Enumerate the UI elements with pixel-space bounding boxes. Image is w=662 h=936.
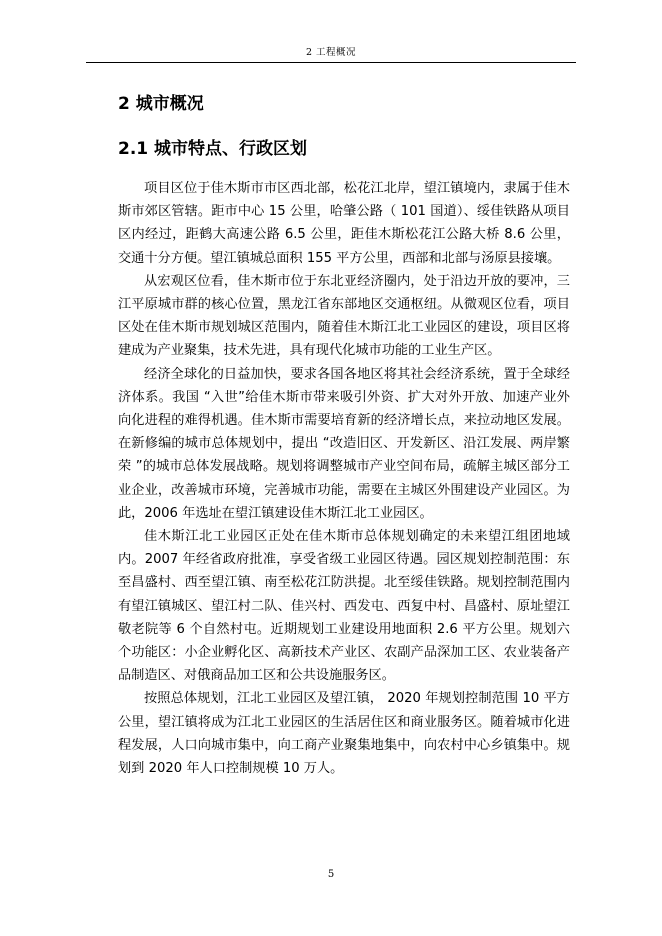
- paragraph-regional-position: 从宏观区位看，佳木斯市位于东北亚经济圈内，处于沿边开放的要冲，三江平原城市群的核心位置，黑龙江省东部地区交通枢纽。从微观区位看，项目区处在佳木斯市规划城区范围内，随着佳木斯江北工业园区的建设，项目区将建成为产业聚集，技术先进，具有现代化城市功能的工业生产区。: [118, 273, 570, 359]
- running-header: 2 工程概况: [305, 47, 357, 58]
- paragraph-economic-globalization: 经济全球化的日益加快，要求各国各地区将其社会经济系统，置于全球经济体系。我国 “入世”给佳木斯市带来吸引外资、扩大对外开放、加速产业外向化进程的难得机遇。佳木斯市需要培育新的经济增长点，来拉动地区发展。在新修编的城市总体规划中，提出 “改造旧区、开发新区、沿江发展、两岸繁荣 ”的城市总体发展战略。规划将调整城市产业空间布局，疏解主城区部分工业企业，改善城市环境，完善城市功能，需要在主城区外围建设产业园区。为此，2006 年选址在望江镇建设佳木斯江北工业园区。: [118, 366, 570, 521]
- header-divider: [86, 62, 576, 63]
- paragraph-industrial-park: 佳木斯江北工业园区正处在佳木斯市总体规划确定的未来望江组团地域内。2007 年经省政府批准，享受省级工业园区待遇。园区规划控制范围：东至昌盛村、西至望江镇、南至松花江防洪提。北至绥佳铁路。规划控制范围内有望江镇城区、望江村二队、佳兴村、西发屯、西复中村、昌盛村、原址望江敬老院等 6 个自然村屯。近期规划工业建设用地面积 2.6 平方公里。规划六个功能区：小企业孵化区、高新技术产业区、农副产品深加工区、农业装备产品制造区、对俄商品加工区和公共设施服务区。: [118, 529, 570, 684]
- body-text: [118, 177, 570, 780]
- section-title: 2.1 城市特点、行政区划: [118, 139, 308, 159]
- chapter-title: 2 城市概况: [118, 94, 204, 114]
- page-number: 5: [327, 869, 335, 880]
- paragraph-master-plan: 按照总体规划，江北工业园区及望江镇， 2020 年规划控制范围 10 平方公里，望江镇将成为江北工业园区的生活居住区和商业服务区。随着城市化进程发展，人口向城市集中，向工商产业聚集地集中，向农村中心乡镇集中。规划到 2020 年人口控制规模 10 万人。: [118, 691, 570, 777]
- paragraph-location: 项目区位于佳木斯市市区西北部，松花江北岸，望江镇境内，隶属于佳木斯市郊区管辖。距市中心 15 公里，哈肇公路（ 101 国道）、绥佳铁路从项目区内经过，距鹤大高速公路 6.5 公里，距佳木斯松花江公路大桥 8.6 公里，交通十分方便。望江镇城总面积 155 平方公里，西部和北部与汤原县接壤。: [118, 181, 570, 266]
